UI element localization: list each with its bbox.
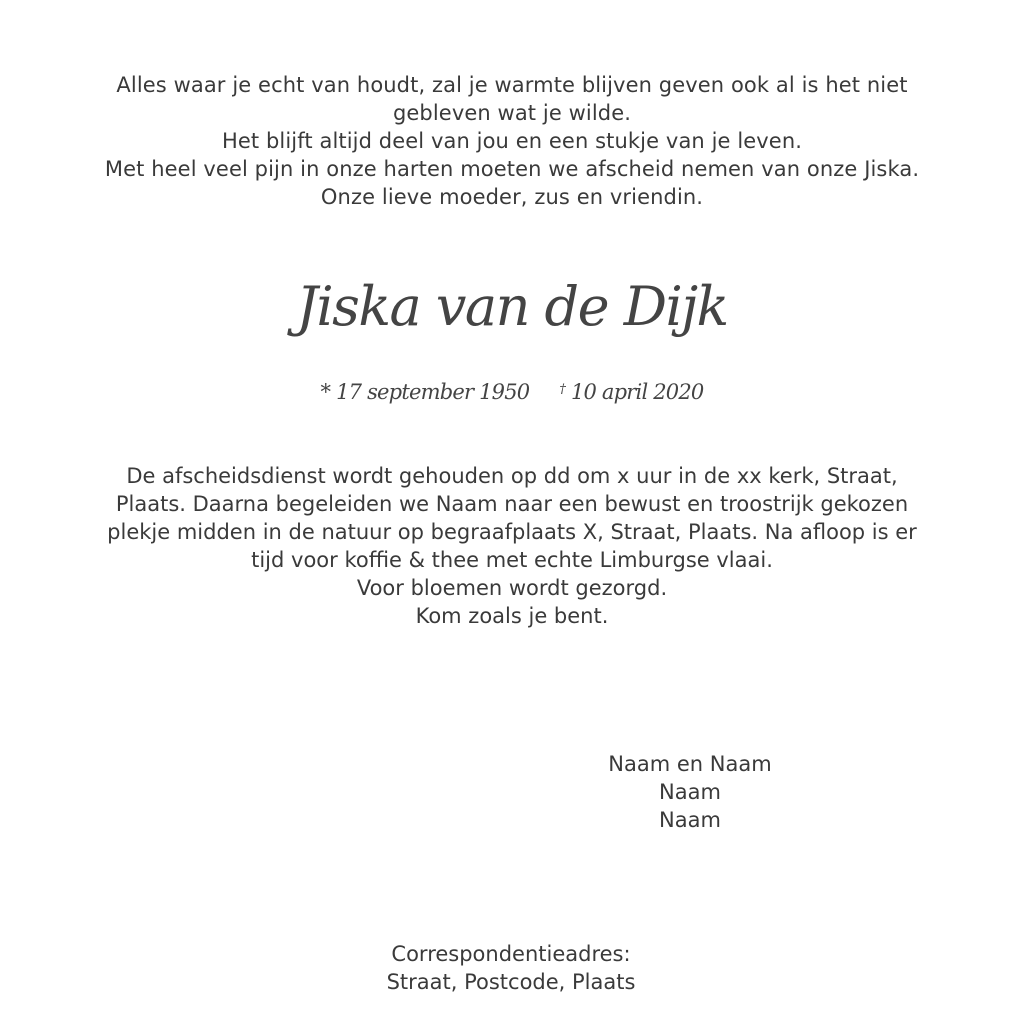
poem-line: gebleven wat je wilde.	[392, 101, 632, 125]
life-dates	[0, 375, 1024, 407]
service-details	[0, 462, 1024, 630]
family-name: Naam	[659, 780, 721, 804]
service-line: tijd voor koffie & thee met echte Limburgse vlaai.	[251, 548, 773, 572]
family-name: Naam	[659, 808, 721, 832]
service-line: plekje midden in de natuur op begraafplaats X, Straat, Plaats. Na afloop is er	[107, 520, 917, 544]
family-name: Naam en Naam	[608, 752, 772, 776]
poem-line: Onze lieve moeder, zus en vriendin.	[320, 185, 704, 209]
opening-poem	[0, 71, 1024, 211]
family-signature	[560, 750, 820, 834]
deceased-name: Jiska van de Dijk	[296, 275, 728, 338]
death-cross-symbol: †	[559, 382, 566, 397]
service-line: Plaats. Daarna begeleiden we Naam naar een bewust en troostrijk gekozen	[115, 492, 909, 516]
poem-line: Alles waar je echt van houdt, zal je warmte blijven geven ook al is het niet	[116, 73, 908, 97]
service-line: De afscheidsdienst wordt gehouden op dd om x uur in de xx kerk, Straat,	[126, 464, 898, 488]
birth-date-group	[320, 380, 529, 404]
birth-symbol: *	[320, 380, 331, 404]
correspondence-label: Correspondentieadres:	[391, 942, 631, 966]
birth-date: 17 september 1950	[336, 380, 530, 404]
service-line: Kom zoals je bent.	[415, 604, 609, 628]
death-date: 10 april 2020	[570, 380, 704, 404]
service-line: Voor bloemen wordt gezorgd.	[356, 576, 668, 600]
correspondence-address-line: Straat, Postcode, Plaats	[386, 970, 636, 994]
correspondence-address	[346, 940, 676, 996]
poem-line: Met heel veel pijn in onze harten moeten we afscheid nemen van onze Jiska.	[104, 157, 920, 181]
poem-line: Het blijft altijd deel van jou en een stukje van je leven.	[221, 129, 803, 153]
death-date-group	[559, 380, 703, 404]
